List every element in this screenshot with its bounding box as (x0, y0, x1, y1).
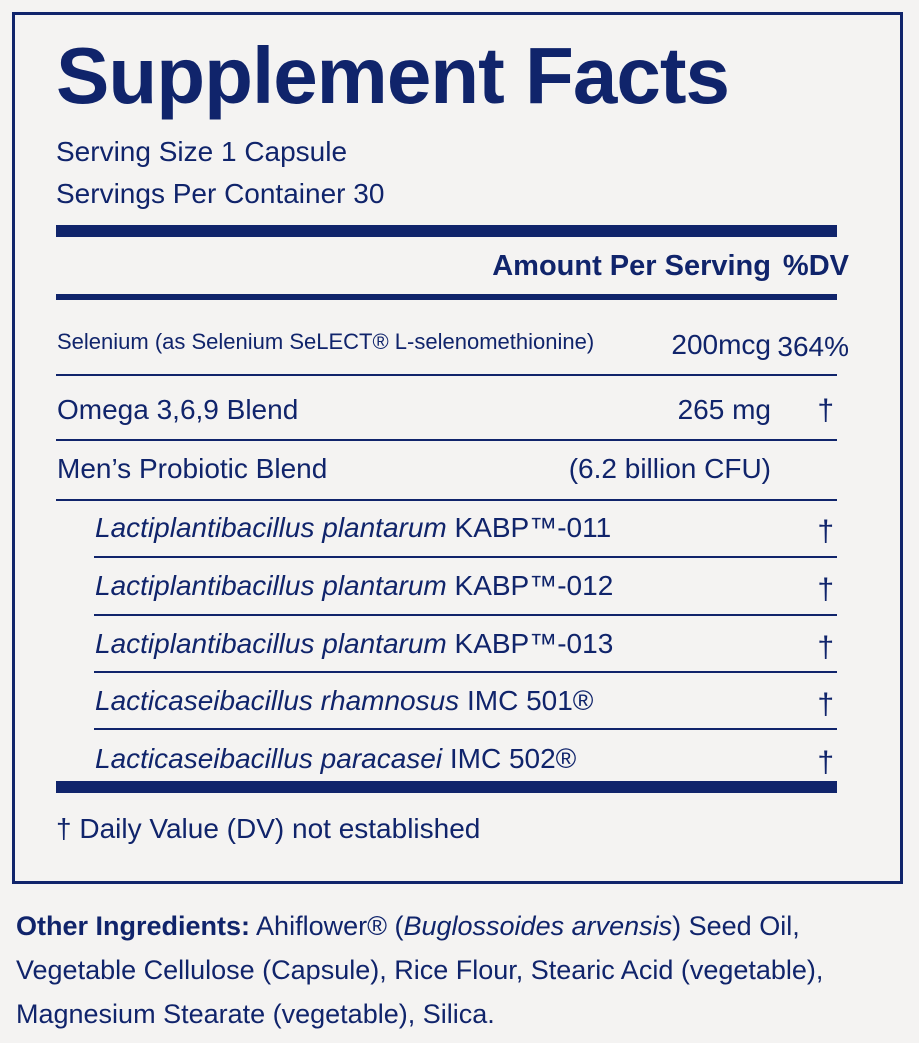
row-divider (56, 374, 837, 376)
nutrient-dv-omega: † (817, 394, 834, 427)
strain-dv: † (817, 573, 834, 606)
daily-value-footnote: † Daily Value (DV) not established (56, 813, 481, 844)
strain-row: Lacticaseibacillus rhamnosus IMC 501® (95, 685, 594, 716)
serving-size: Serving Size 1 Capsule (56, 136, 348, 167)
other-ingredients-label: Other Ingredients: (16, 911, 251, 941)
row-divider (94, 556, 837, 558)
row-divider (94, 671, 837, 673)
dv-header: %DV (782, 250, 849, 282)
thick-divider-top (56, 225, 837, 237)
nutrient-name-probiotic-blend: Men’s Probiotic Blend (57, 453, 328, 484)
row-divider (94, 614, 837, 616)
strain-row: Lactiplantibacillus plantarum KABP™-011 (95, 512, 612, 543)
strain-dv: † (817, 746, 834, 779)
panel-title: Supplement Facts (56, 31, 730, 120)
nutrient-amount-probiotic-blend: (6.2 billion CFU) (568, 453, 771, 484)
servings-per-container: Servings Per Container 30 (56, 178, 385, 209)
strain-row: Lactiplantibacillus plantarum KABP™-013 (95, 628, 614, 659)
strain-dv: † (817, 688, 834, 721)
strain-row: Lacticaseibacillus paracasei IMC 502® (95, 743, 577, 774)
row-divider (56, 439, 837, 441)
row-divider (56, 499, 837, 501)
nutrient-name-omega: Omega 3,6,9 Blend (57, 394, 299, 425)
nutrient-dv-selenium: 364% (777, 331, 849, 362)
nutrient-amount-omega: 265 mg (677, 394, 771, 425)
strain-row: Lactiplantibacillus plantarum KABP™-012 (95, 570, 614, 601)
row-divider (94, 728, 837, 730)
amount-per-serving-header: Amount Per Serving (492, 250, 771, 282)
strain-dv: † (817, 515, 834, 548)
nutrient-amount-selenium: 200mcg (671, 329, 771, 360)
other-ingredients: Other Ingredients: Ahiflower® (Buglossoides arvensis) Seed Oil, Vegetable Cellulose (Capsule), Rice Flour, Stearic Acid (vegetable), Magnesium Stearate (vegetable), Silica. (16, 911, 824, 1029)
medium-divider (56, 294, 837, 300)
thick-divider-bottom (56, 781, 837, 793)
strain-dv: † (817, 631, 834, 664)
nutrient-name-selenium: Selenium (as Selenium SeLECT® L-selenomethionine) (57, 329, 595, 354)
